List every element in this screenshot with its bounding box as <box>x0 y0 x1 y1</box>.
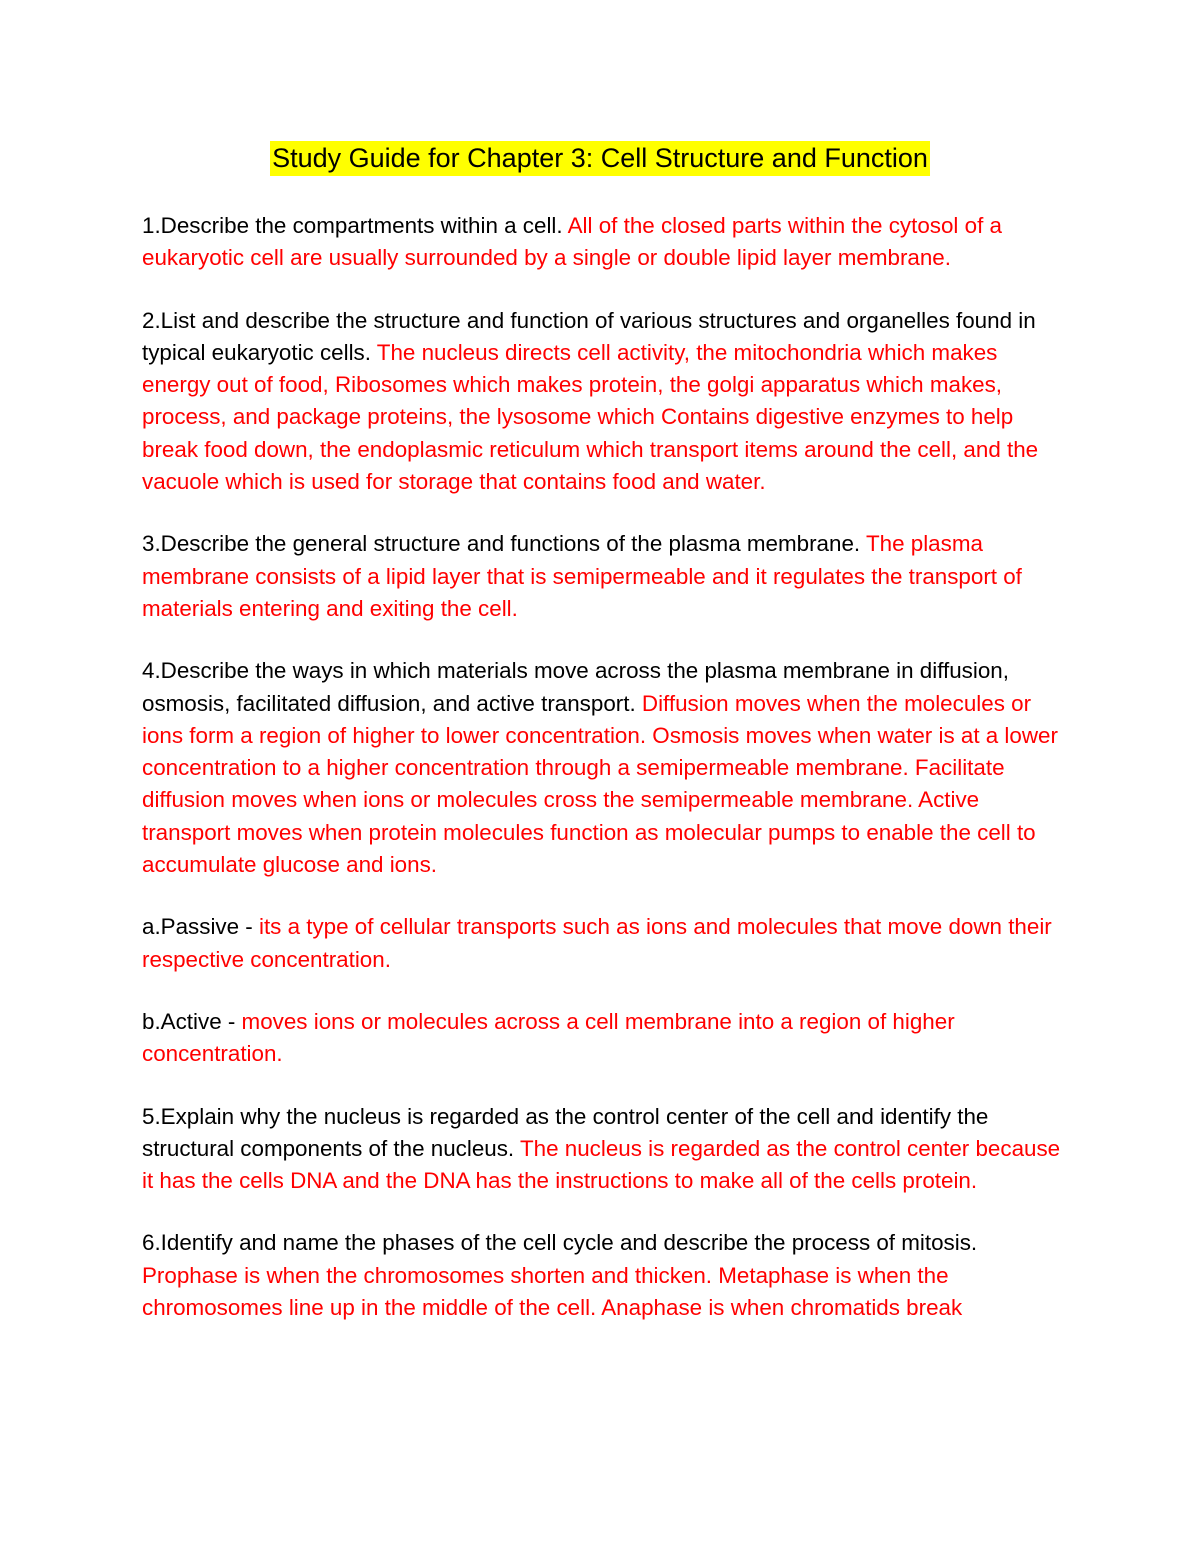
question-text: 5.Explain why the nucleus is regarded as the control center of the cell and identify the structural components of the nucleus. <box>142 1103 989 1161</box>
answer-text: Prophase is when the chromosomes shorten and thicken. Metaphase is when the chromosomes line up in the middle of the cell. Anaphase is when chromatids break <box>142 1262 963 1321</box>
question-item-4b <box>142 1006 1072 1071</box>
question-text: b.Active - <box>142 1008 242 1034</box>
question-item-1 <box>142 210 1072 275</box>
question-item-3 <box>142 528 1072 625</box>
question-text: 2.List and describe the structure and function of various structures and organelles found in typical eukaryotic cells. <box>142 307 1036 365</box>
answer-text: All of the closed parts within the cytosol of a eukaryotic cell are usually surrounded by a single or double lipid layer membrane. <box>142 213 1002 271</box>
question-text: 4.Describe the ways in which materials move across the plasma membrane in diffusion, osmosis, facilitated diffusion, and active transport. <box>142 658 1009 716</box>
question-item-5 <box>142 1101 1072 1198</box>
answer-text: The nucleus directs cell activity, the mitochondria which makes energy out of food, Ribosomes which makes protein, the golgi apparatus which makes, process, and package proteins, the lysosome which Contains digestive enzymes to help break food down, the endoplasmic reticulum which transport items around the cell, and the vacuole which is used for storage that contains food and water. <box>142 339 1039 495</box>
answer-text: its a type of cellular transports such as ions and molecules that move down their respective concentration. <box>142 914 1052 972</box>
document-body <box>142 210 1072 1354</box>
question-text: a.Passive - <box>142 914 259 940</box>
answer-text: moves ions or molecules across a cell membrane into a region of higher concentration. <box>142 1008 955 1067</box>
question-item-4a <box>142 911 1072 976</box>
page-title: Study Guide for Chapter 3: Cell Structure and Function <box>270 141 930 176</box>
title-container <box>0 141 1200 176</box>
question-text: 1.Describe the compartments within a cell. <box>142 213 568 238</box>
answer-text: The plasma membrane consists of a lipid layer that is semipermeable and it regulates the transport of materials entering and exiting the cell. <box>142 531 1022 621</box>
question-text: 3.Describe the general structure and functions of the plasma membrane. <box>142 531 866 557</box>
question-text: 6.Identify and name the phases of the cell cycle and describe the process of mitosis. <box>142 1230 978 1256</box>
question-item-6 <box>142 1227 1072 1324</box>
answer-text: Diffusion moves when the molecules or ions form a region of higher to lower concentration. Osmosis moves when water is at a lower concentration to a higher concentration through a semipermeable membrane. Facilitate diffusion moves when ions or molecules cross the semipermeable membrane. Active transport moves when protein molecules function as molecular pumps to enable the cell to accumulate glucose and ions. <box>142 690 1058 878</box>
question-item-2 <box>142 305 1072 499</box>
answer-text: The nucleus is regarded as the control center because it has the cells DNA and the DNA has the instructions to make all of the cells protein. <box>142 1135 1061 1194</box>
question-item-4 <box>142 655 1072 881</box>
